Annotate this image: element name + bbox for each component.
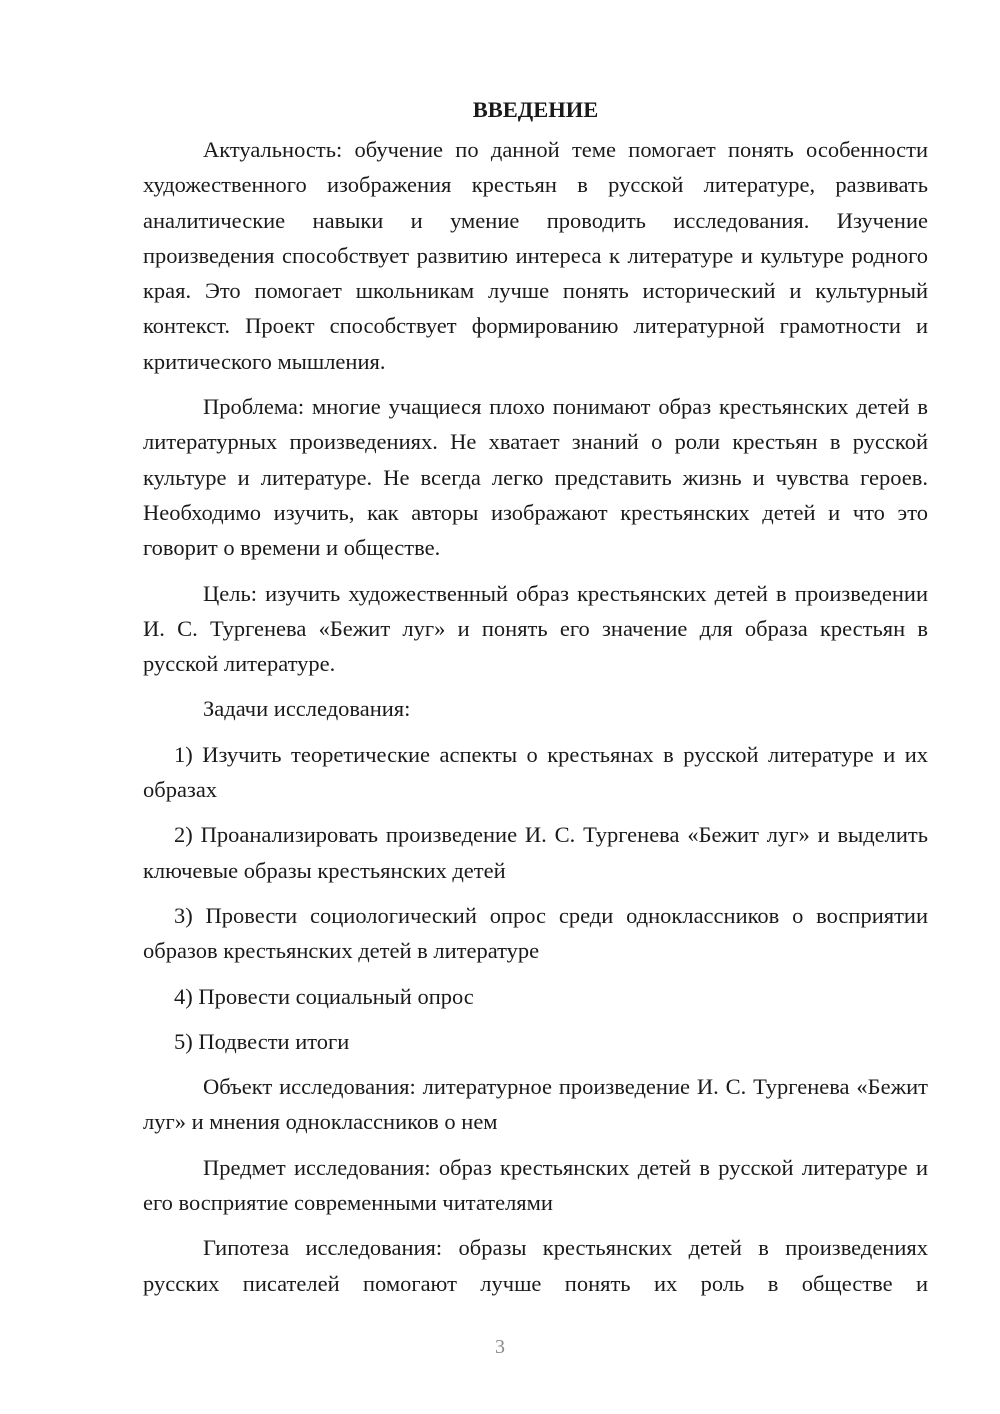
relevance-paragraph: Актуальность: обучение по данной теме помогает понять особенности художественного изображения крестьян в русской литературе, развивать аналитические навыки и умение проводить исследования. Изучение произведения способствует развитию интереса к литературе и культуре родного края. Это помогает школьникам лучше понять исторический и культурный контекст. Проект способствует формированию литературной грамотности и критического мышления. — [143, 137, 928, 374]
problem-paragraph: Проблема: многие учащиеся плохо понимают образ крестьянских детей в литературных произведениях. Не хватает знаний о роли крестьян в русской культуре и литературе. Не всегда легко представить жизнь и чувства героев. Необходимо изучить, как авторы изображают крестьянских детей и что это говорит о времени и обществе. — [143, 394, 928, 561]
task-item-2: 2) Проанализировать произведение И. С. Тургенева «Бежит луг» и выделить ключевые образы крестьянских детей — [143, 822, 928, 883]
task-item-3: 3) Провести социологический опрос среди одноклассников о восприятии образов крестьянских детей в литературе — [143, 902, 928, 964]
tasks-heading: Задачи исследования: — [203, 696, 411, 722]
goal-paragraph: Цель: изучить художественный образ крестьянских детей в произведении И. С. Тургенева «Бежит луг» и понять его значение для образа крестьян в русской литературе. — [143, 580, 928, 677]
task-item-1: 1) Изучить теоретические аспекты о крестьянах в русской литературе и их образах — [143, 741, 928, 803]
page-number: 3 — [495, 1336, 505, 1358]
task-item-4: 4) Провести социальный опрос — [174, 983, 474, 1009]
section-title: ВВЕДЕНИЕ — [472, 97, 599, 122]
subject-paragraph: Предмет исследования: образ крестьянских детей в русской литературе и его восприятие современными читателями — [143, 1154, 928, 1216]
page-content — [143, 92, 928, 1301]
hypothesis-paragraph: Гипотеза исследования: образы крестьянских детей в произведениях русских писателей помогают лучше понять их роль в обществе и — [143, 1235, 928, 1296]
task-item-5: 5) Подвести итоги — [174, 1028, 350, 1054]
object-paragraph: Объект исследования: литературное произведение И. С. Тургенева «Бежит луг» и мнения одноклассников о нем — [143, 1074, 928, 1135]
